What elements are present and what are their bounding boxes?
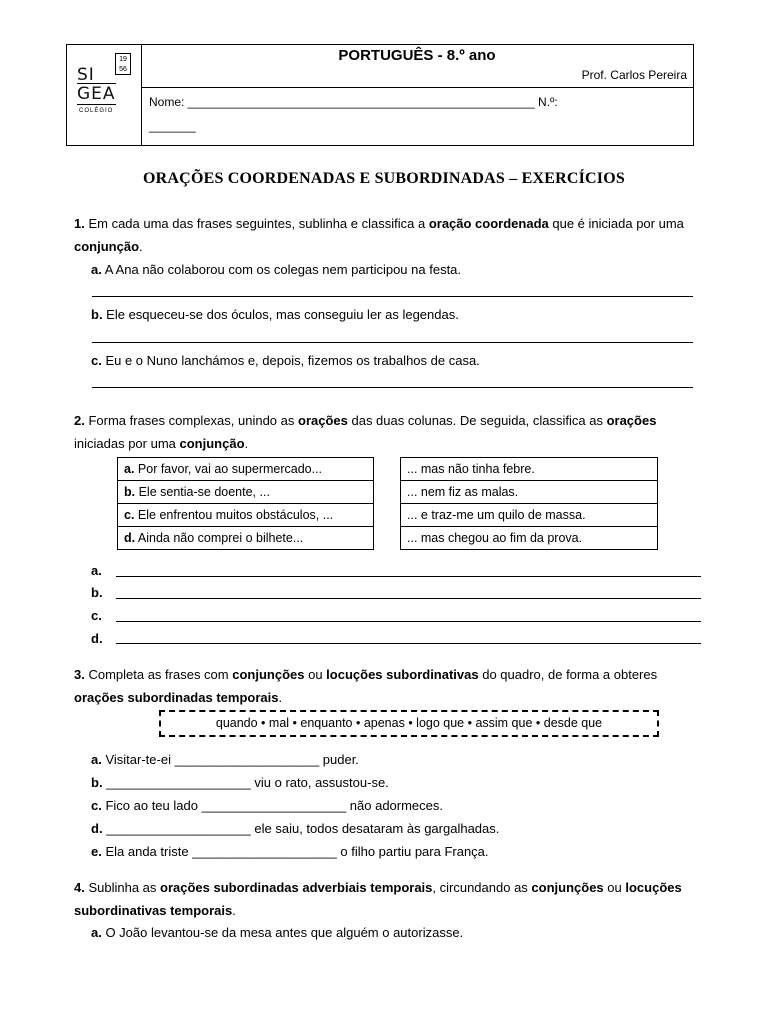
- prompt-text: Em cada uma das frases seguintes, sublinha e classifica a: [84, 216, 429, 231]
- word-bank-box: quando • mal • enquanto • apenas • logo que • assim que • desde que: [159, 710, 659, 737]
- table-cell: ... nem fiz as malas.: [401, 481, 658, 504]
- answer-line[interactable]: [92, 342, 693, 343]
- q3-item: [91, 771, 389, 794]
- item-text: Ele esqueceu-se dos óculos, mas conseguiu ler as legendas.: [102, 307, 459, 322]
- answer-line[interactable]: [92, 387, 693, 388]
- prompt-text: Forma frases complexas, unindo as: [84, 413, 298, 428]
- item-text: ____________________ viu o rato, assustou-se.: [102, 775, 389, 790]
- prompt-text: .: [278, 690, 283, 705]
- item-text: Ainda não comprei o bilhete...: [135, 531, 304, 545]
- logo-text-bottom: GEA: [77, 84, 116, 104]
- logo-year: [115, 53, 131, 75]
- table-row: [401, 504, 658, 527]
- table-row: [118, 504, 374, 527]
- item-letter: c.: [124, 508, 135, 522]
- answer-label: d.: [91, 631, 103, 646]
- q3-item: [91, 794, 443, 817]
- question-4-prompt: [74, 876, 708, 922]
- answer-line[interactable]: [116, 598, 701, 599]
- table-row: [118, 481, 374, 504]
- q1-item: [91, 303, 459, 326]
- logo-year-top: 19: [119, 56, 127, 63]
- question-number: 2.: [74, 413, 85, 428]
- table-cell: [118, 481, 374, 504]
- prompt-text: .: [244, 436, 249, 451]
- item-text: Visitar-te-ei ____________________ puder.: [101, 752, 359, 767]
- prompt-text: ou: [603, 880, 626, 895]
- table-cell: [118, 458, 374, 481]
- item-letter: b.: [124, 485, 136, 499]
- student-number-field[interactable]: _______: [149, 119, 196, 133]
- worksheet-title: ORAÇÕES COORDENADAS E SUBORDINADAS – EXERCÍCIOS: [143, 170, 625, 187]
- table-cell: [118, 504, 374, 527]
- table-cell: [118, 527, 374, 550]
- answer-label: a.: [91, 563, 102, 578]
- question-1-prompt: [74, 212, 704, 258]
- item-letter: a.: [91, 262, 102, 277]
- answer-label: c.: [91, 608, 102, 623]
- item-letter: c.: [91, 798, 102, 813]
- question-number: 4.: [74, 880, 85, 895]
- prompt-keyword: orações subordinadas temporais: [74, 690, 279, 705]
- prompt-text: , circundando as: [432, 880, 532, 895]
- table-cell: ... e traz-me um quilo de massa.: [401, 504, 658, 527]
- q3-item: [91, 748, 359, 771]
- item-letter: d.: [91, 821, 103, 836]
- prompt-text: que é iniciada por uma: [548, 216, 684, 231]
- left-column-table: [117, 457, 374, 550]
- prompt-keyword: conjunção: [179, 436, 245, 451]
- subject-title: PORTUGUÊS - 8.º ano: [338, 47, 496, 64]
- prompt-text: ou: [304, 667, 327, 682]
- item-letter: d.: [124, 531, 136, 545]
- table-row: [401, 481, 658, 504]
- logo-text-top: SI: [77, 65, 95, 85]
- teacher-name: Prof. Carlos Pereira: [581, 68, 687, 82]
- prompt-keyword: locuções subordinativas temporais: [74, 880, 682, 918]
- item-text: ____________________ ele saiu, todos desataram às gargalhadas.: [102, 821, 500, 836]
- prompt-text: .: [139, 239, 143, 254]
- prompt-keyword: orações subordinadas adverbiais temporais: [160, 880, 433, 895]
- item-text: Eu e o Nuno lanchámos e, depois, fizemos os trabalhos de casa.: [101, 353, 480, 368]
- table-row: [401, 527, 658, 550]
- student-name-field[interactable]: Nome: ____________________________________________________ N.º:: [149, 95, 558, 109]
- prompt-keyword: conjunções: [232, 667, 305, 682]
- prompt-text: do quadro, de forma a obteres: [478, 667, 658, 682]
- prompt-keyword: locuções subordinativas: [326, 667, 479, 682]
- item-text: Ele sentia-se doente, ...: [135, 485, 270, 499]
- question-number: 3.: [74, 667, 85, 682]
- item-letter: e.: [91, 844, 102, 859]
- item-letter: b.: [91, 775, 103, 790]
- item-text: Ela anda triste ____________________ o filho partiu para França.: [101, 844, 489, 859]
- prompt-text: Completa as frases com: [84, 667, 233, 682]
- right-column-table: [400, 457, 658, 550]
- prompt-text: iniciadas por uma: [74, 436, 180, 451]
- item-letter: c.: [91, 353, 102, 368]
- q4-item: [91, 921, 463, 944]
- item-text: Ele enfrentou muitos obstáculos, ...: [134, 508, 334, 522]
- item-letter: a.: [91, 752, 102, 767]
- prompt-text: .: [232, 903, 236, 918]
- answer-line[interactable]: [116, 621, 701, 622]
- answer-line[interactable]: [92, 296, 693, 297]
- question-2-prompt: [74, 409, 708, 455]
- item-text: Fico ao teu lado ____________________ não adormeces.: [101, 798, 444, 813]
- question-number: 1.: [74, 216, 85, 231]
- item-letter: a.: [124, 462, 135, 476]
- item-text: Por favor, vai ao supermercado...: [134, 462, 323, 476]
- answer-label: b.: [91, 585, 103, 600]
- table-row: [401, 458, 658, 481]
- item-text: A Ana não colaborou com os colegas nem participou na festa.: [101, 262, 462, 277]
- answer-line[interactable]: [116, 576, 701, 577]
- item-letter: b.: [91, 307, 103, 322]
- table-cell: ... mas não tinha febre.: [401, 458, 658, 481]
- q1-item: [91, 349, 480, 372]
- logo-cell: [67, 45, 142, 145]
- q3-item: [91, 817, 499, 840]
- prompt-keyword: orações: [606, 413, 657, 428]
- q3-item: [91, 840, 489, 863]
- logo-subtitle: COLÉGIO: [79, 108, 114, 114]
- table-row: [118, 527, 374, 550]
- header-divider: [141, 87, 693, 88]
- item-text: O João levantou-se da mesa antes que alguém o autorizasse.: [101, 925, 464, 940]
- table-cell: ... mas chegou ao fim da prova.: [401, 527, 658, 550]
- prompt-keyword: oração coordenada: [428, 216, 549, 231]
- prompt-keyword: conjunções: [531, 880, 604, 895]
- prompt-keyword: orações: [298, 413, 348, 428]
- table-row: [118, 458, 374, 481]
- logo-year-bottom: 56: [119, 66, 127, 73]
- prompt-text: Sublinha as: [84, 880, 161, 895]
- header-box: [66, 44, 694, 146]
- question-3-prompt: [74, 663, 708, 709]
- q1-item: [91, 258, 461, 281]
- prompt-text: das duas colunas. De seguida, classifica as: [347, 413, 607, 428]
- answer-line[interactable]: [116, 643, 701, 644]
- item-letter: a.: [91, 925, 102, 940]
- prompt-keyword: conjunção: [74, 239, 140, 254]
